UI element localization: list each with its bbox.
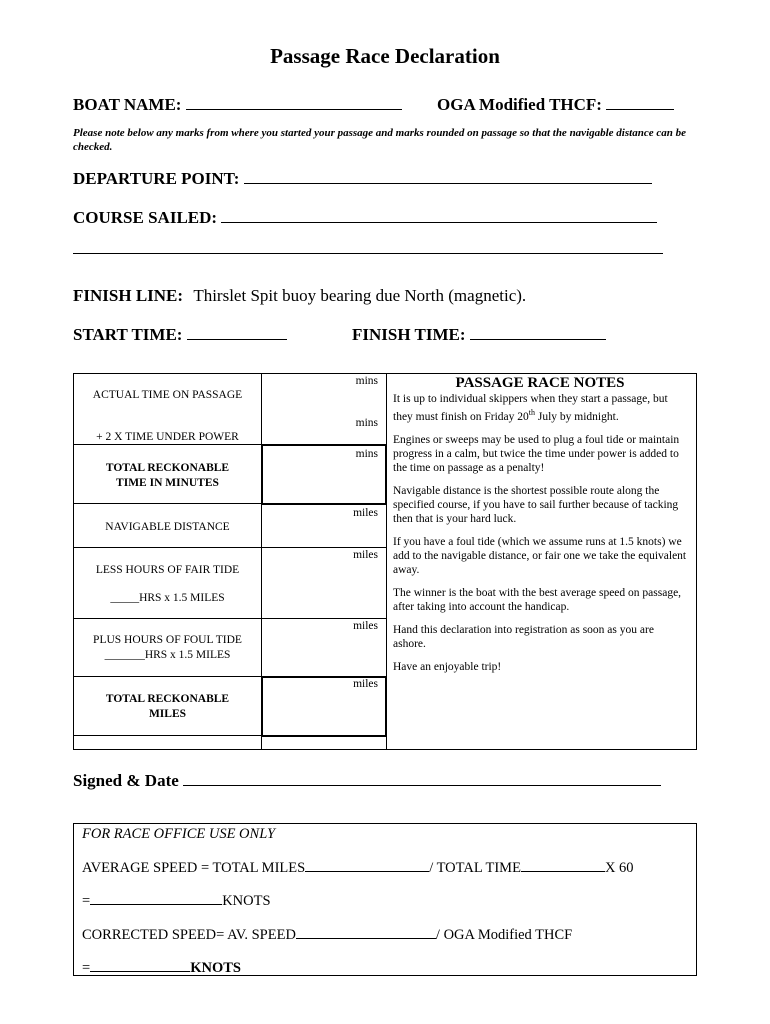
start-time-label: START TIME: [73, 325, 183, 344]
notes-superscript: th [528, 408, 535, 417]
notes-paragraph: Engines or sweeps may be used to plug a foul tide or maintain progress in a calm, but twice the time under power is added to the time on passage as a penalty! [393, 433, 680, 474]
final-knots-row [82, 958, 241, 977]
actual-time-label: ACTUAL TIME ON PASSAGE [92, 389, 243, 401]
notes-paragraph: If you have a foul tide (which we assume runs at 1.5 knots) we add to the navigable distance, or fair one we take the equivalent away. [393, 535, 687, 576]
notes-paragraph [393, 392, 687, 424]
notes-text: It is up to individual skippers when they start a passage, but they must finish on Friday 20 [393, 393, 668, 423]
finish-line-label: FINISH LINE: [73, 286, 184, 305]
unit-miles: miles [353, 620, 378, 632]
navigable-distance-label: NAVIGABLE DISTANCE [105, 521, 230, 533]
course-label: COURSE SAILED: [73, 208, 218, 227]
thcf-label: / OGA Modified THCF [435, 927, 573, 943]
table-rule [74, 547, 386, 548]
table-rule [74, 618, 386, 619]
knots-row [82, 891, 271, 910]
multiplier-label: X 60 [604, 860, 634, 876]
boat-name-row [73, 95, 402, 115]
page-title: Passage Race Declaration [270, 44, 500, 68]
oga-row [437, 95, 674, 115]
finish-time-row [352, 325, 606, 345]
boat-name-field[interactable] [186, 95, 402, 110]
unit-mins: mins [355, 448, 378, 460]
foul-tide-label: PLUS HOURS OF FOUL TIDE [93, 634, 242, 646]
corrected-speed-label: CORRECTED SPEED= AV. SPEED [82, 927, 296, 943]
finish-line-row [73, 286, 526, 306]
final-knots-field[interactable] [90, 958, 190, 972]
instructions-note: Please note below any marks from where you started your passage and marks rounded on passage so that the navigable distance can be checked. [73, 127, 686, 153]
departure-row [73, 169, 652, 189]
boat-name-label: BOAT NAME: [73, 95, 182, 114]
notes-paragraph: Navigable distance is the shortest possible route along the specified course, if you have to sail further because of tacking then that is your hard luck. [393, 484, 679, 525]
fair-tide-hrs-label: _____HRS x 1.5 MILES [110, 592, 225, 604]
notes-paragraph: Hand this declaration into registration as soon as you are ashore. [393, 623, 654, 650]
notes-paragraph: The winner is the boat with the best average speed on passage, after taking into account the handicap. [393, 586, 682, 613]
notes-paragraph: Have an enjoyable trip! [393, 660, 502, 673]
total-miles-field[interactable] [305, 858, 429, 872]
notes-title: PASSAGE RACE NOTES [455, 375, 625, 391]
start-time-row [73, 325, 287, 345]
finish-time-field[interactable] [470, 325, 606, 340]
equals-label: = [82, 893, 91, 909]
knots-label: KNOTS [222, 893, 271, 909]
course-row [73, 208, 657, 228]
start-time-field[interactable] [187, 325, 287, 340]
course-field-line-2[interactable] [73, 239, 663, 254]
fair-tide-label: LESS HOURS OF FAIR TIDE [95, 564, 240, 576]
total-time-field[interactable] [521, 858, 605, 872]
race-office-box [73, 823, 697, 976]
foul-tide-hrs-label: _______HRS x 1.5 MILES [104, 649, 231, 661]
finish-line-value: Thirslet Spit buoy bearing due North (magnetic). [193, 286, 527, 305]
final-knots-label: KNOTS [190, 960, 241, 976]
notes-text: July by midnight. [535, 410, 619, 423]
time-under-power-label: + 2 X TIME UNDER POWER [96, 431, 239, 443]
total-reckonable-miles-label: TOTAL RECKONABLE MILES [105, 693, 230, 720]
calculation-table [73, 373, 697, 750]
unit-miles: miles [353, 549, 378, 561]
departure-label: DEPARTURE POINT: [73, 169, 240, 188]
unit-mins: mins [355, 375, 378, 387]
unit-miles: miles [353, 507, 378, 519]
average-speed-label: AVERAGE SPEED = TOTAL MILES [82, 860, 306, 876]
corrected-speed-row [82, 925, 572, 944]
course-field[interactable] [221, 208, 657, 223]
departure-field[interactable] [244, 169, 652, 184]
unit-mins: mins [355, 417, 378, 429]
average-speed-row [82, 858, 634, 877]
signed-row [73, 771, 661, 791]
oga-label: OGA Modified THCF: [437, 95, 602, 114]
passage-race-notes [393, 374, 687, 683]
oga-field[interactable] [606, 95, 674, 110]
knots-field[interactable] [90, 891, 222, 905]
total-reckonable-time-label: TOTAL RECKONABLE TIME IN MINUTES [105, 462, 230, 489]
office-heading: FOR RACE OFFICE USE ONLY [82, 826, 276, 842]
signed-field[interactable] [183, 771, 661, 786]
total-time-label: / TOTAL TIME [429, 860, 521, 876]
unit-miles: miles [353, 678, 378, 690]
signed-label: Signed & Date [73, 771, 179, 790]
av-speed-field[interactable] [296, 925, 436, 939]
equals-label: = [82, 960, 91, 976]
finish-time-label: FINISH TIME: [352, 325, 466, 344]
